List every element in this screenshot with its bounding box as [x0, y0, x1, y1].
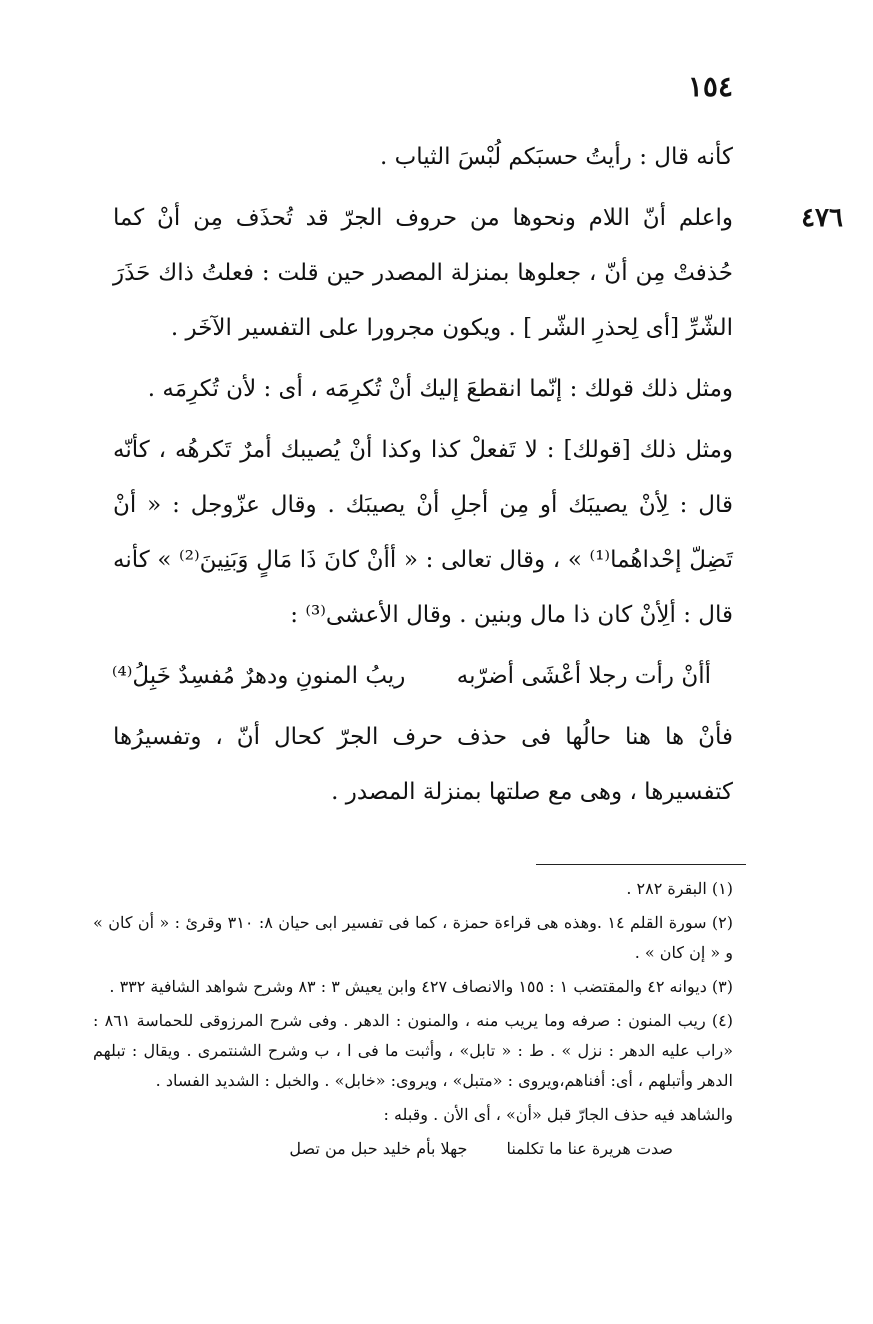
- verse-hemistich-second: ريبُ المنونِ ودهرٌ مُفسِدٌ خَبِلُ⁽⁴⁾: [111, 663, 406, 689]
- main-text: [113, 130, 733, 826]
- footnote-divider: [536, 864, 746, 865]
- footnote: (٣) ديوانه ٤٢ والمقتضب ١ : ١٥٥ والانصاف ٤٢٧ وابن يعيش ٣ : ٨٣ وشرح شواهد الشافية ٣٣٢ .: [109, 977, 733, 996]
- footnote: والشاهد فيه حذف الجارّ قبل «أن» ، أى الأن . وقبله :: [383, 1105, 733, 1124]
- footnote-verse: [93, 1134, 673, 1164]
- paragraph-number: ٤٧٦: [801, 203, 843, 233]
- footnote-verse-hemistich-second: جهلا بأم خليد حبل من تصل: [289, 1139, 468, 1158]
- paragraph: كأنه قال : رأيتُ حسبَكم لُبْسَ الثياب .: [379, 144, 733, 170]
- footnote: (٢) سورة القلم ١٤ .وهذه هى قراءة حمزة ، كما فى تفسير ابى حيان ٨: ٣١٠ وقرئ : « أن كان » و « إن كان » .: [93, 913, 734, 962]
- paragraph: فأنْ ها هنا حالُها فى حذف حرف الجرّ كحال أنّ ، وتفسيرُها كتفسيرها ، وهى مع صلتها بمنزلة المصدر .: [113, 724, 733, 805]
- verse-hemistich-first: أأنْ رأت رجلا أعْشَى أضرّبه: [456, 663, 711, 689]
- footnote: (١) البقرة ٢٨٢ .: [626, 879, 733, 898]
- paragraph: ومثل ذلك قولك : إنّما انقطعَ إليك أنْ تُكرِمَه ، أى : لأن تُكرِمَه .: [147, 376, 733, 402]
- poetry-verse: [113, 649, 733, 704]
- footnote: (٤) ريب المنون : صرفه وما يريب منه ، والمنون : الدهر . وفى شرح المرزوقى للحماسة ٨٦١ : «راب عليه الدهر : نزل » . ط : « تابل» ، وأثبت ما فى ا ، ب وشرح الشنتمرى . ويقال : تبلهم الدهر وأتبلهم ، أى: أفناهم،ويروى : «متبل» ، ويروى: «خابل» . والخبل : الشديد الفساد .: [93, 1011, 733, 1090]
- paragraph: واعلم أنّ اللام ونحوها من حروف الجرّ قد تُحذَف مِن أنْ كما حُذفتْ مِن أنّ ، جعلوها بمنزلة المصدر حين قلت : فعلتُ ذاك حَذَرَ الشّرِّ [أى لِحذرِ الشّر ] . ويكون مجرورا على التفسير الآخَر .: [113, 205, 733, 341]
- paragraph: ومثل ذلك [قولك] : لا تَفعلْ كذا وكذا أنْ يُصيبك أمرٌ تَكرهُه ، كأنّه قال : لِأنْ يصيبَك أو مِن أجلِ أنْ يصيبَك . وقال عزّوجل : « أنْ تَضِلّ إحْداهُما⁽¹⁾ » ، وقال تعالى : « أأنْ كانَ ذَا مَالٍ وَبَنِينَ⁽²⁾ » كأنه قال : ألِأنْ كان ذا مال وبنين . وقال الأعشى⁽³⁾ :: [113, 437, 733, 628]
- page-number: ١٥٤: [687, 70, 733, 103]
- footnotes: [93, 874, 733, 1168]
- footnote-verse-hemistich-first: صدت هريرة عنا ما تكلمنا: [506, 1139, 673, 1158]
